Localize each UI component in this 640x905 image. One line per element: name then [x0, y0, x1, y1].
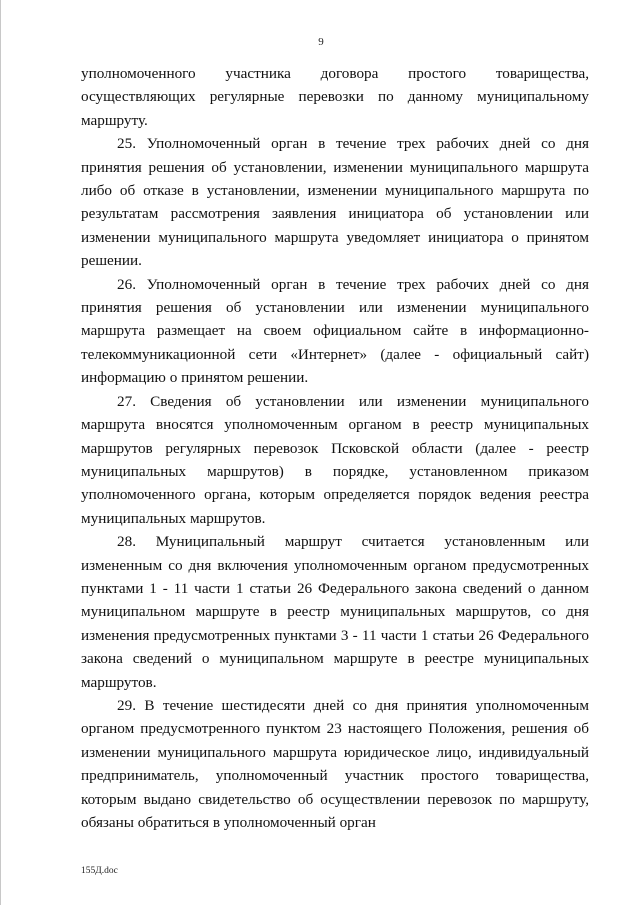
- paragraph-26: 26. Уполномоченный орган в течение трех рабочих дней со дня принятия решения об установлении или изменении муниципального маршрута размещает на своем официальном сайте в информационно-телекоммуникационной сети «Интернет» (далее - официальный сайт) информацию о принятом решении.: [81, 275, 589, 387]
- page-number: 9: [318, 36, 324, 48]
- paragraph-continuation: уполномоченного участника договора простого товарищества, осуществляющих регулярные перевозки по данному муниципальному маршруту.: [81, 65, 589, 129]
- document-body: [81, 62, 589, 834]
- paragraph-25: 25. Уполномоченный орган в течение трех рабочих дней со дня принятия решения об установлении, изменении муниципального маршрута либо об отказе в установлении, изменении муниципального маршрута по результатам рассмотрения заявления инициатора об установлении или изменении муниципального маршрута уведомляет инициатора о принятом решении.: [81, 135, 589, 270]
- file-name-footer: 155Д.doc: [81, 866, 118, 876]
- paragraph-28: 28. Муниципальный маршрут считается установленным или измененным со дня включения уполномоченным органом предусмотренных пунктами 1 - 11 части 1 статьи 26 Федерального закона сведений о данном муниципальном маршруте в реестр муниципальных маршрутов, со дня изменения предусмотренных пунктами 3 - 11 части 1 статьи 26 Федерального закона сведений о муниципальном маршруте в реестре муниципальных маршрутов.: [81, 533, 589, 691]
- paragraph-27: 27. Сведения об установлении или изменении муниципального маршрута вносятся уполномоченным органом в реестр муниципальных маршрутов регулярных перевозок Псковской области (далее - реестр муниципальных маршрутов) в порядке, установленном приказом уполномоченного органа, которым определяется порядок ведения реестра муниципальных маршрутов.: [81, 392, 589, 527]
- paragraph-29: 29. В течение шестидесяти дней со дня принятия уполномоченным органом предусмотренного пунктом 23 настоящего Положения, решения об изменении муниципального маршрута юридическое лицо, индивидуальный предприниматель, уполномоченный участник простого товарищества, которым выдано свидетельство об осуществлении перевозок по маршруту, обязаны обратиться в уполномоченный орган: [81, 696, 589, 831]
